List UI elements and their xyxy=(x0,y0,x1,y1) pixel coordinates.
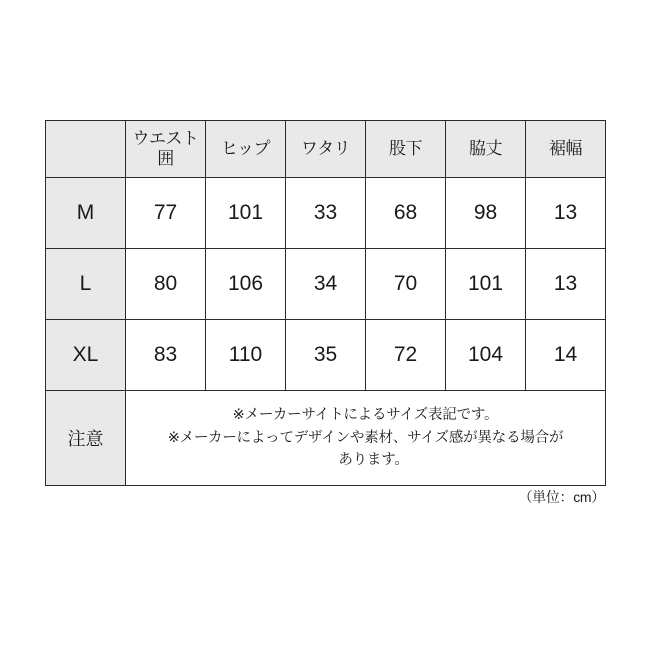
size-chart xyxy=(45,120,605,486)
column-header-hem-width: 裾幅 xyxy=(526,121,606,178)
column-header-thigh: ワタリ xyxy=(286,121,366,178)
cell-l-waist: 80 xyxy=(126,249,206,320)
note-line-3: あります。 xyxy=(338,452,409,469)
cell-l-thigh: 34 xyxy=(286,249,366,320)
cell-m-inseam: 68 xyxy=(366,178,446,249)
note-row xyxy=(46,391,606,486)
note-line-2: ※メーカーによってデザインや素材、サイズ感が異なる場合が xyxy=(167,429,564,446)
table-row xyxy=(46,320,606,391)
cell-xl-waist: 83 xyxy=(126,320,206,391)
cell-xl-thigh: 35 xyxy=(286,320,366,391)
table-header xyxy=(46,121,606,178)
header-row xyxy=(46,121,606,178)
row-label-m: M xyxy=(46,178,126,249)
cell-m-hip: 101 xyxy=(206,178,286,249)
cell-xl-inseam: 72 xyxy=(366,320,446,391)
column-header-outseam: 脇丈 xyxy=(446,121,526,178)
row-label-xl: XL xyxy=(46,320,126,391)
cell-m-outseam: 98 xyxy=(446,178,526,249)
table-corner-cell xyxy=(46,121,126,178)
table-row xyxy=(46,249,606,320)
column-header-hip: ヒップ xyxy=(206,121,286,178)
cell-xl-hip: 110 xyxy=(206,320,286,391)
cell-l-outseam: 101 xyxy=(446,249,526,320)
cell-l-hem-width: 13 xyxy=(526,249,606,320)
cell-m-hem-width: 13 xyxy=(526,178,606,249)
note-label: 注意 xyxy=(46,391,126,486)
cell-xl-outseam: 104 xyxy=(446,320,526,391)
note-line-1: ※メーカーサイトによるサイズ表記です。 xyxy=(232,407,499,424)
column-header-inseam: 股下 xyxy=(366,121,446,178)
cell-xl-hem-width: 14 xyxy=(526,320,606,391)
size-table xyxy=(45,120,606,486)
cell-m-waist: 77 xyxy=(126,178,206,249)
table-row xyxy=(46,178,606,249)
cell-l-hip: 106 xyxy=(206,249,286,320)
column-header-waist: ウエスト囲 xyxy=(126,121,206,178)
table-body xyxy=(46,178,606,486)
row-label-l: L xyxy=(46,249,126,320)
unit-note: （単位：cm） xyxy=(518,489,605,505)
cell-m-thigh: 33 xyxy=(286,178,366,249)
cell-l-inseam: 70 xyxy=(366,249,446,320)
note-content xyxy=(126,391,606,486)
